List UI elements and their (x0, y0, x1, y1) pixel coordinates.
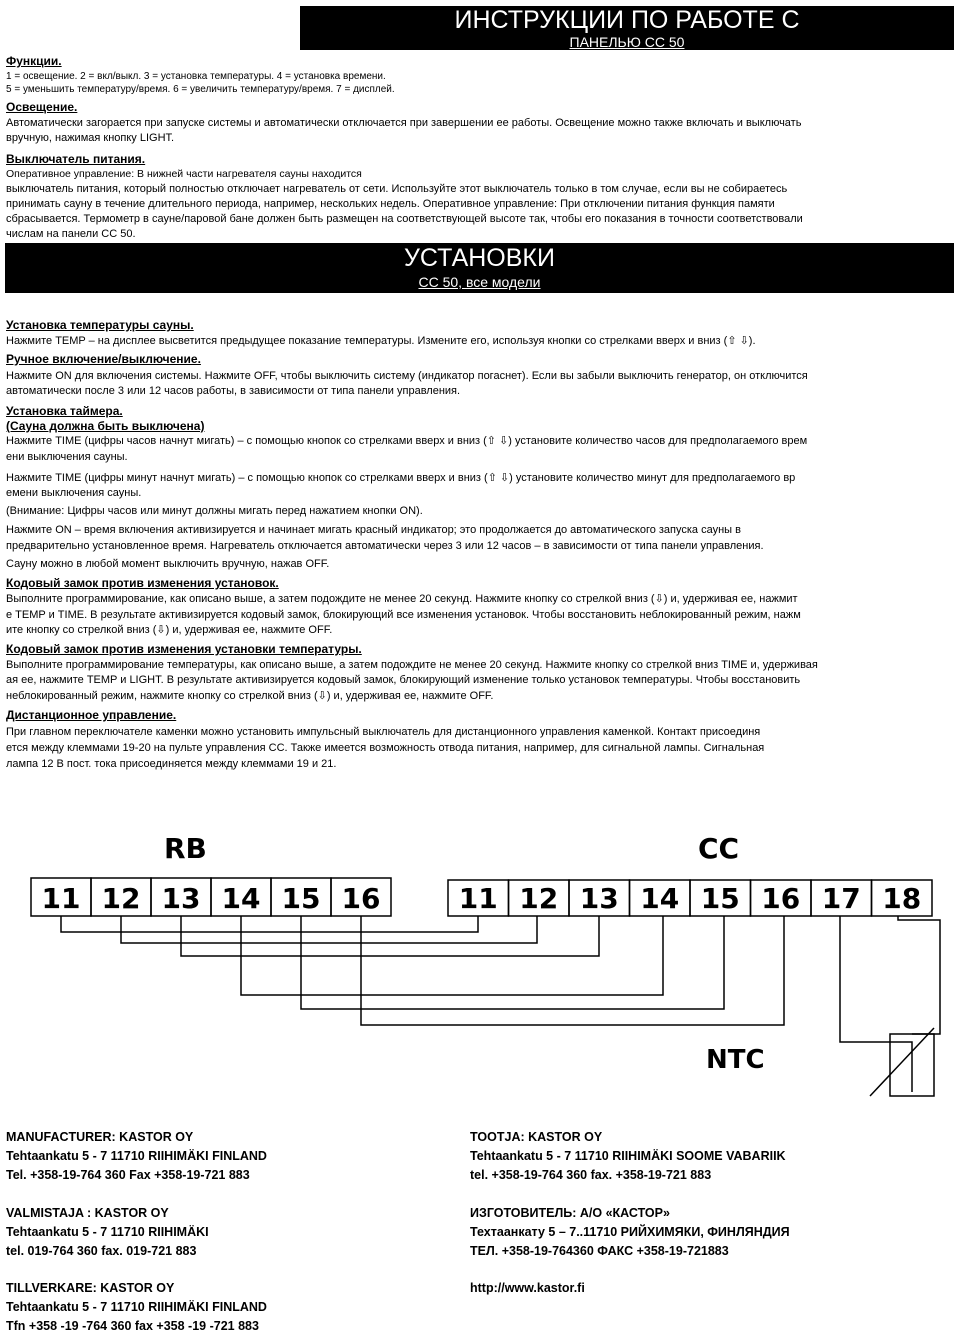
templock-line-3: неблокированный режим, нажмите кнопку со стрелкой вниз (⇩) и, удерживая ее, нажмите OFF. (6, 690, 494, 702)
temp-line: Нажмите TEMP – на дисплее высветится предыдущее показание температуры. Измените его, используя кнопки со стрелками вверх и вниз (⇧ ⇩). (6, 335, 756, 347)
wiring-diagram (0, 800, 960, 1100)
footer-left-block-2-line-1: VALMISTAJA : KASTOR OY (6, 1206, 169, 1220)
cc-terminal-label-17: 17 (821, 882, 861, 915)
cc-terminal-label-13: 13 (579, 882, 619, 915)
header-bar (300, 6, 954, 50)
footer-right-block-2-line-3: ТЕЛ. +358-19-764360 ФАКС +358-19-721883 (470, 1244, 729, 1258)
footer-left-block-3-line-3: Tfn +358 -19 -764 360 fax +358 -19 -721 883 (6, 1319, 259, 1333)
ntc-label: NTC (706, 1045, 765, 1075)
functions-line-1: 1 = освещение. 2 = вкл/выкл. 3 = установка температуры. 4 = установка времени. (6, 71, 386, 82)
lock-line-1: Выполните программирование, как описано выше, а затем подождите не менее 20 секунд. Нажмите кнопку со стрелкой вниз (⇩) и, удерживая ее, нажмит (6, 593, 798, 605)
lock-heading: Кодовый замок против изменения установок. (6, 576, 279, 590)
footer-right-block-3-line-1[interactable]: http://www.kastor.fi (470, 1281, 585, 1295)
timer-subheading: (Сауна должна быть выключена) (6, 419, 205, 433)
power-switch-line-4: сбрасывается. Термометр в сауне/паровой бане должен быть размещен на соответствующей высоте так, чтобы его показания в точности соответствовали (6, 213, 803, 225)
remote-line-3: лампа 12 В пост. тока присоединяется между клеммами 19 и 21. (6, 758, 337, 770)
rb-terminal-label-16: 16 (341, 882, 381, 915)
timer-note: (Внимание: Цифры часов или минут должны мигать перед нажатием кнопки ON). (6, 505, 423, 517)
timer-line-2: ени выключения сауны. (6, 451, 128, 463)
settings-banner (5, 243, 954, 293)
lighting-line-1: Автоматически загорается при запуске системы и автоматически отключается при завершении ее работы. Освещение можно также включать и выключать (6, 117, 802, 129)
rb-terminal-label-13: 13 (161, 882, 201, 915)
power-switch-line-3: принимать сауну в течение длительного периода, например, нескольких недель. Оперативное управление: При отключении питания функция памяти (6, 198, 775, 210)
cc-terminal-label-11: 11 (458, 882, 498, 915)
footer-right-block-2-line-1: ИЗГОТОВИТЕЛЬ: А/О «КАСТОР» (470, 1206, 670, 1220)
functions-heading: Функции. (6, 54, 62, 68)
footer-left-block-1-line-1: MANUFACTURER: KASTOR OY (6, 1130, 194, 1144)
cc-terminal-label-14: 14 (640, 882, 680, 915)
power-switch-line-1: Оперативное управление: В нижней части нагревателя сауны находится (6, 168, 362, 180)
templock-heading: Кодовый замок против изменения установки температуры. (6, 642, 362, 656)
wire-12 (121, 916, 537, 943)
remote-line-1: При главном переключателе каменки можно установить импульсный выключатель для дистанционного управления каменкой. Контакт присоединя (6, 726, 761, 738)
timer-line-1: Нажмите TIME (цифры часов начнут мигать) – с помощью кнопок со стрелками вверх и вниз (⇧ ⇩) установите количество часов для предполагаемого врем (6, 435, 808, 447)
cc-terminal-label-12: 12 (519, 882, 559, 915)
templock-line-2: ая ее, нажмите TEMP и LIGHT. В результате активизируется кодовый замок, блокирующий изменение только установок температуры. Чтобы восстановить (6, 674, 801, 686)
footer-left-block-3-line-2: Tehtaankatu 5 - 7 11710 RIIHIMÄKI FINLAND (6, 1300, 267, 1314)
lock-line-2: е TEMP и TIME. В результате активизируется кодовый замок, блокирующий все изменения установок. Чтобы восстановить неблокированный режим, нажм (6, 609, 801, 621)
footer-right-block-1-line-2: Tehtaankatu 5 - 7 11710 RIIHIMÄKI SOOME VABARIIK (470, 1149, 786, 1163)
lock-line-3: ите кнопку со стрелкой вниз (⇩) и, удерживая ее, нажмите OFF. (6, 624, 333, 636)
cc-terminal-label-16: 16 (761, 882, 801, 915)
cc-terminal-label-18: 18 (882, 882, 922, 915)
page-title: ИНСТРУКЦИИ ПО РАБОТЕ С (454, 6, 800, 34)
timer-line-7: Сауну можно в любой момент выключить вручную, нажав OFF. (6, 558, 330, 570)
timer-line-3: Нажмите TIME (цифры минут начнут мигать) – с помощью кнопок со стрелками вверх и вниз (⇧ ⇩) установите количество минут для предполагаемого вр (6, 472, 796, 484)
wire-18 (898, 916, 940, 1034)
footer-right-block-1-line-1: TOOTJA: KASTOR OY (470, 1130, 603, 1144)
footer-right-block-2-line-2: Техтаанкату 5 – 7..11710 РИЙХИМЯКИ, ФИНЛЯНДИЯ (470, 1225, 790, 1239)
lighting-heading: Освещение. (6, 100, 78, 114)
footer-right-block-1-line-3: tel. +358-19-764 360 fax. +358-19-721 883 (470, 1168, 712, 1182)
footer-left-block-3-line-1: TILLVERKARE: KASTOR OY (6, 1281, 175, 1295)
timer-line-6: предварительно установленное время. Нагреватель отключается автоматически через 3 или 12 часов – в зависимости от типа панели управления. (6, 540, 764, 552)
footer-left-block-1-line-3: Tel. +358-19-764 360 Fax +358-19-721 883 (6, 1168, 250, 1182)
footer-left-block-2-line-3: tel. 019-764 360 fax. 019-721 883 (6, 1244, 197, 1258)
rb-label: RB (164, 832, 207, 865)
rb-terminal-label-14: 14 (221, 882, 261, 915)
templock-line-1: Выполните программирование температуры, как описано выше, а затем подождите не менее 20 секунд. Нажмите кнопку со стрелкой вниз TIME и, удерживая (6, 659, 818, 671)
rb-terminal-strip (31, 878, 391, 916)
settings-title: УСТАНОВКИ (404, 244, 555, 272)
wires (61, 916, 940, 1092)
wire-17 (840, 916, 912, 1092)
temp-heading: Установка температуры сауны. (6, 318, 194, 332)
settings-subtitle: СС 50, все модели (418, 274, 541, 290)
power-switch-line-2: выключатель питания, который полностью отключает нагреватель от сети. Используйте этот выключатель только в том случае, если вы не собираетесь (6, 183, 788, 195)
wire-11 (61, 916, 478, 932)
timer-line-4: емени выключения сауны. (6, 487, 142, 499)
cc-label: CC (698, 832, 740, 865)
rb-terminal-label-11: 11 (41, 882, 81, 915)
footer-left-block-1-line-2: Tehtaankatu 5 - 7 11710 RIIHIMÄKI FINLAND (6, 1149, 267, 1163)
manual-line-1: Нажмите ON для включения системы. Нажмите OFF, чтобы выключить систему (индикатор погаснет). Если вы забыли выключить генератор, он отключится (6, 370, 808, 382)
functions-line-2: 5 = уменьшить температуру/время. 6 = увеличить температуру/время. 7 = дисплей. (6, 84, 395, 95)
manual-heading: Ручное включение/выключение. (6, 352, 201, 366)
rb-terminal-label-15: 15 (281, 882, 321, 915)
remote-heading: Дистанционное управление. (6, 708, 177, 722)
footer-left-block-2-line-2: Tehtaankatu 5 - 7 11710 RIIHIMÄKI (6, 1225, 209, 1239)
cc-terminal-label-15: 15 (700, 882, 740, 915)
timer-line-5: Нажмите ON – время включения активизируется и начинает мигать красный индикатор; это продолжается до автоматического запуска сауны в (6, 524, 741, 536)
power-switch-heading: Выключатель питания. (6, 152, 146, 166)
ntc-sensor-diagonal (870, 1028, 934, 1096)
power-switch-line-5: числам на панели СС 50. (6, 228, 136, 240)
timer-heading: Установка таймера. (6, 404, 123, 418)
lighting-line-2: вручную, нажимая кнопку LIGHT. (6, 132, 175, 144)
rb-terminal-label-12: 12 (101, 882, 141, 915)
page-subtitle: ПАНЕЛЬЮ СС 50 (569, 34, 685, 50)
remote-line-2: ется между клеммами 19-20 на пульте управления СС. Также имеется возможность отвода питания, например, для сигнальной лампы. Сигнальная (6, 742, 765, 754)
manual-line-2: автоматически после 3 или 12 часов работы, в зависимости от типа панели управления. (6, 385, 461, 397)
cc-terminal-strip (448, 880, 932, 916)
